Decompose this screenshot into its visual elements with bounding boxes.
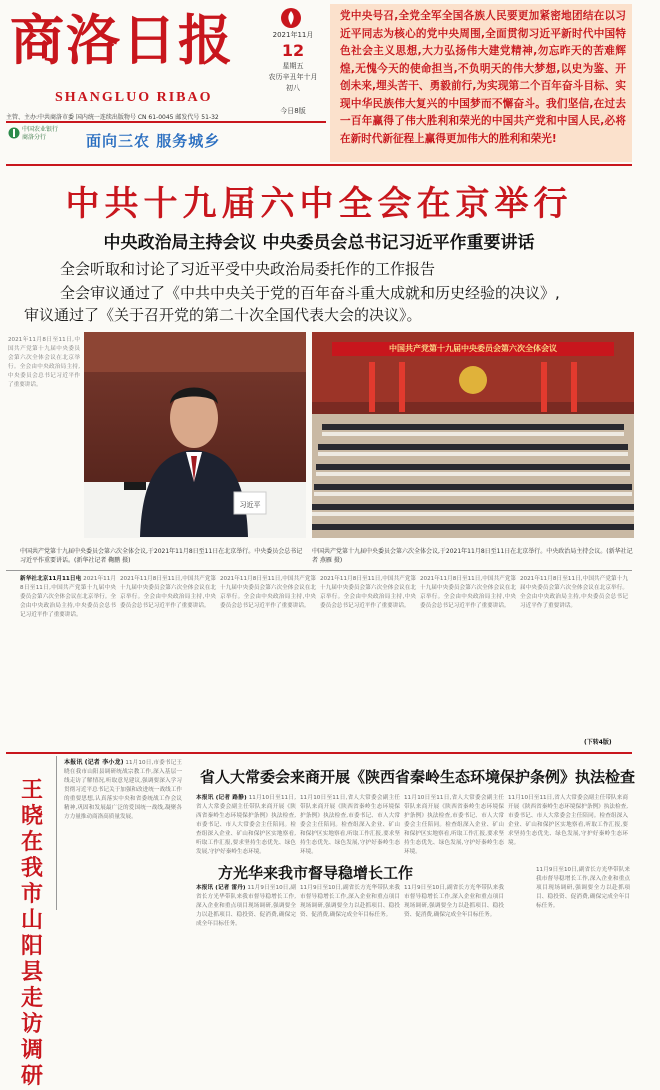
photo-plenary-caption: 中国共产党第十九届中央委员会第六次全体会议,于2021年11月8日至11日在北京举行。中央政治局主持会议。(新华社记者 燕雁 摄) (312, 548, 633, 564)
story-right1-byline: 本报讯 (记者 路静) (196, 795, 247, 801)
date-year-month: 2021年11月 (272, 31, 314, 39)
hall-banner: 中国共产党第十九届中央委员会第六次全体会议 (389, 344, 557, 353)
story-left-rule (56, 756, 57, 910)
story-left-title: 王晓在我市山阳县走访调研 (20, 778, 43, 1089)
story-right1-text: 11月10日至11日,省人大常委会副主任带队来商开展《陕西省秦岭生态环境保护条例》执法检查,市委书记、市人大常委会主任陪同。检查组深入企业、矿山和保护区实地察看,听取工作汇报,要求坚持生态优先、绿色发展,守护好秦岭生态环境。 (196, 795, 296, 855)
bank-name: 中国农业银行 (22, 126, 59, 133)
story-left-text: 11月10日,市委书记王晓在我市山阳县调研统战宗教工作,深入基层一线走访了解情况,听取意见建议,强调要深入学习贯彻习近平总书记关于加强和改进统一战线工作的重要思想,认真落实中央和省委统战工作会议精神,巩固和发展最广泛的爱国统一战线,凝聚各方力量推动商洛高质量发展。 (64, 760, 183, 820)
story-right2-text: 11月9日至10日,副省长方光华带队来我市督导稳增长工作,深入企业和重点项目现场调研,强调要全力以赴抓项目、稳投资、促消费,确保完成全年目标任务。 (196, 885, 297, 927)
header-divider (6, 164, 632, 166)
top-quote-text: 党中央号召,全党全军全国各族人民要更加紧密地团结在以习近平同志为核心的党中央周围,全面贯彻习近平新时代中国特色社会主义思想,大力弘扬伟大建党精神,勿忘昨天的苦难辉煌,无愧今天的使命担当,不负明天的伟大梦想,以史为鉴、开创未来,埋头苦干、勇毅前行,为实现第二个百年奋斗目标、实现中华民族伟大复兴的中国梦而不懈奋斗。我们坚信,在过去一百年赢得了伟大胜利和荣光的中国共产党和中国人民,必将在新时代新征程上赢得更加伟大的胜利和荣光! (340, 10, 626, 145)
sub-headline: 中央政治局主持会议 中央委员会总书记习近平作重要讲话 (103, 233, 535, 253)
story-right2-col3: 11月9日至10日,副省长方光华带队来我市督导稳增长工作,深入企业和重点项目现场调研,强调要全力以赴抓项目、稳投资、促消费,确保完成全年目标任务。 (404, 885, 504, 918)
flame-logo-icon (280, 7, 302, 29)
bank-ad (22, 126, 58, 142)
masthead-divider (6, 121, 326, 123)
story-right2-col1 (196, 884, 297, 927)
deck-line-3: 审议通过了《关于召开党的第二十次全国代表大会的决议》。 (24, 306, 422, 324)
lunar-date: 农历辛丑年十月初八 (268, 73, 318, 92)
date-box (268, 30, 318, 117)
story-left-body (64, 758, 182, 908)
photo-plenary-graphic (312, 332, 634, 538)
edition-count: 今日8版 (280, 107, 306, 115)
section-divider (6, 752, 632, 754)
deck-line-2: 全会审议通过了《中共中央关于党的百年奋斗重大成就和历史经验的决议》, (60, 284, 560, 302)
top-quote-box (330, 4, 632, 162)
story-right1-col4: 11月10日至11日,省人大常委会副主任带队来商开展《陕西省秦岭生态环境保护条例》执法检查,市委书记、市人大常委会主任陪同。检查组深入企业、矿山和保护区实地察看,听取工作汇报,要求坚持生态优先、绿色发展,守护好秦岭生态环境。 (508, 795, 628, 846)
story-right2-byline: 本报讯 (记者 雷丹) (196, 885, 246, 891)
story-right1-col1 (196, 794, 296, 855)
masthead-title: 商洛日报 (10, 8, 234, 72)
photo-speaker-caption: 中国共产党第十九届中央委员会第六次全体会议,于2021年11月8日至11日在北京举行。中央委员会总书记习近平作重要讲话。(新华社记者 鞠鹏 摄) (20, 548, 303, 564)
lead-text-1: 2021年11月8日至11日,中国共产党第十九届中央委员会第六次全体会议在北京举行。全会由中央政治局主持,中央委员会总书记习近平作了重要讲话。 (20, 576, 116, 618)
photo-speaker-graphic (84, 332, 306, 538)
photo-speaker (84, 332, 306, 538)
story-right1-title: 省人大常委会来商开展《陕西省秦岭生态环境保护条例》执法检查 (200, 768, 636, 786)
story-right2-title: 方光华来我市督导稳增长工作 (218, 864, 414, 882)
story-right2-col4: 11月9日至10日,副省长方光华带队来我市督导稳增长工作,深入企业和重点项目现场调研,强调要全力以赴抓项目、稳投资、促消费,确保完成全年目标任务。 (536, 867, 630, 909)
lead-text-column-6: 2021年11月8日至11日,中国共产党第十九届中央委员会第六次全体会议在北京举行。全会由中央政治局主持,中央委员会总书记习近平作了重要讲话。 (520, 576, 628, 609)
continue-note: (下转4版) (584, 739, 612, 746)
main-headline: 中共十九届六中全会在京举行 (65, 184, 573, 224)
story-right2-col2: 11月9日至10日,副省长方光华带队来我市督导稳增长工作,深入企业和重点项目现场调研,强调要全力以赴抓项目、稳投资、促消费,确保完成全年目标任务。 (300, 885, 400, 918)
lead-text-column-3: 2021年11月8日至11日,中国共产党第十九届中央委员会第六次全体会议在北京举行。全会由中央政治局主持,中央委员会总书记习近平作了重要讲话。 (220, 576, 316, 609)
masthead-pinyin: SHANGLUO RIBAO (55, 90, 213, 105)
photo-divider (6, 570, 632, 571)
story-left-byline: 本报讯 (记者 李小龙) (64, 759, 124, 766)
lead-text-column-2: 2021年11月8日至11日,中国共产党第十九届中央委员会第六次全体会议在北京举行。全会由中央政治局主持,中央委员会总书记习近平作了重要讲话。 (120, 576, 216, 609)
story-right1-col2: 11月10日至11日,省人大常委会副主任带队来商开展《陕西省秦岭生态环境保护条例》执法检查,市委书记、市人大常委会主任陪同。检查组深入企业、矿山和保护区实地察看,听取工作汇报,要求坚持生态优先、绿色发展,守护好秦岭生态环境。 (300, 795, 400, 855)
lead-text-column-1 (20, 575, 116, 745)
bank-logo-icon (8, 127, 20, 139)
lead-text-column-4: 2021年11月8日至11日,中国共产党第十九届中央委员会第六次全体会议在北京举行。全会由中央政治局主持,中央委员会总书记习近平作了重要讲话。 (320, 576, 416, 609)
nameplate: 习近平 (239, 501, 261, 509)
story-right1-col3: 11月10日至11日,省人大常委会副主任带队来商开展《陕西省秦岭生态环境保护条例》执法检查,市委书记、市人大常委会主任陪同。检查组深入企业、矿山和保护区实地察看,听取工作汇报,要求坚持生态优先、绿色发展,守护好秦岭生态环境。 (404, 795, 504, 855)
dateline: 新华社北京11月11日电 (20, 576, 82, 582)
date-day: 12 (281, 41, 305, 60)
weekday: 星期五 (282, 62, 304, 70)
publication-info: 主管、主办:中共商洛市委 国内统一连续出版物号 CN 61-0045 邮发代号 51-32 (6, 114, 219, 121)
bank-branch: 商洛分行 (22, 134, 47, 141)
photo-plenary (312, 332, 634, 538)
lead-text-column-5: 2021年11月8日至11日,中国共产党第十九届中央委员会第六次全体会议在北京举行。全会由中央政治局主持,中央委员会总书记习近平作了重要讲话。 (420, 576, 516, 609)
intro-column: 2021年11月8日至11日,中国共产党第十九届中央委员会第六次全体会议在北京举行。全会由中央政治局主持,中央委员会总书记习近平作了重要讲话。 (8, 337, 80, 388)
deck-line-1: 全会听取和讨论了习近平受中央政治局委托作的工作报告 (60, 260, 436, 278)
bank-slogan: 面向三农 服务城乡 (86, 132, 221, 150)
